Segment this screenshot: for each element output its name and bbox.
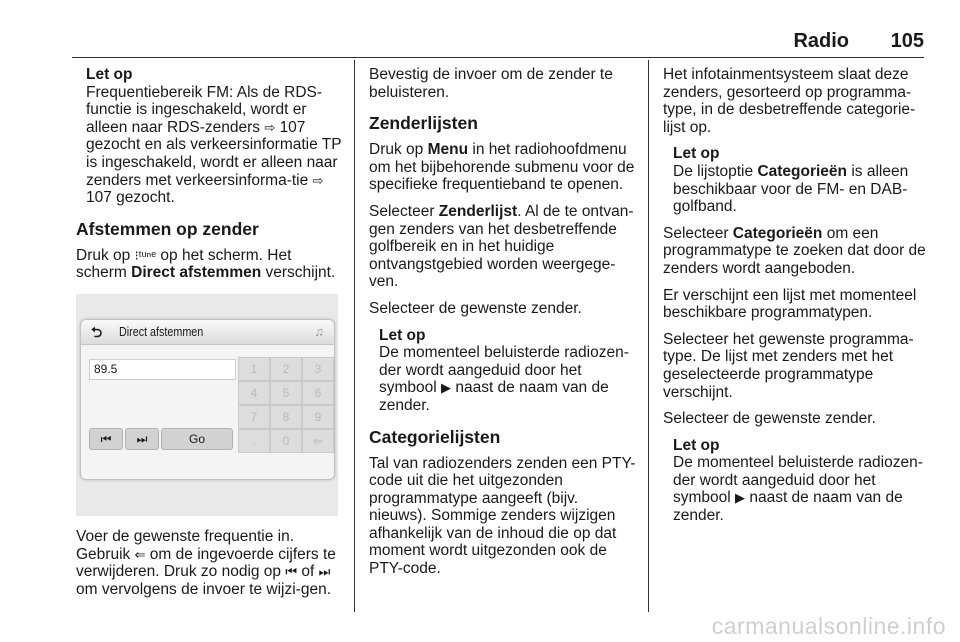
play-arrow-icon: ▶ [441,380,452,396]
running-title: Radio [793,30,849,52]
direct-tuning-screenshot [76,294,338,516]
keypad-key[interactable]: . [238,429,270,453]
note-title: Let op [673,436,720,454]
seek-back-button[interactable] [89,428,123,450]
back-icon[interactable]: ⮌ [91,323,103,340]
section-heading-station-lists: Zenderlijsten [369,113,478,134]
keypad-key[interactable]: 6 [302,381,334,405]
go-button[interactable]: Go [161,428,233,450]
keypad-key[interactable]: 5 [270,381,302,405]
column-divider-1 [354,60,355,612]
keypad-key[interactable]: 8 [270,405,302,429]
note-current-station: Let op De momenteel beluisterde radiozen-der wordt aangeduid door het symbool ▶ naast de naam van de zender. [379,327,637,415]
note-title: Let op [673,145,720,163]
keypad-key[interactable]: 2 [270,357,302,381]
paragraph: Het infotainmentsysteem slaat deze zenders, gesorteerd op programma-type, in de desbetreffende categorie-lijst op. [663,66,916,136]
column-1 [76,66,344,607]
backspace-key[interactable]: ⇐ [302,429,334,453]
paragraph: Selecteer de gewenste zender. [663,410,876,428]
screen-title-bar [81,320,334,345]
paragraph: Gebruik ⇐ om de ingevoerde cijfers te verwijderen. Druk zo nodig op ⏮ of ⏭ om vervolgens de invoer te wijzi-gen. [76,545,336,598]
note-categories-availability: Let op De lijstoptie Categorieën is alleen beschikbaar voor de FM- en DAB-golfband. [673,145,931,215]
page-ref-icon: ⇨ [312,172,324,188]
skip-back-icon: ⏮ [100,431,112,446]
skip-forward-icon: ⏭ [318,564,331,580]
keypad-key[interactable]: 9 [302,405,334,429]
column-divider-2 [648,60,649,612]
radio-screen [80,319,335,480]
music-note-icon: ♫ [314,323,324,339]
column-2 [369,66,637,587]
play-arrow-icon: ▶ [735,490,746,506]
keypad-key[interactable]: 1 [238,357,270,381]
note-title: Let op [379,326,426,344]
paragraph: Selecteer Categorieën om een programmatype te zoeken dat door de zenders wordt aangeboden. [663,224,926,277]
keypad-key[interactable]: 0 [270,429,302,453]
page-header [0,30,960,56]
column-3 [663,66,931,534]
header-rule [72,57,924,58]
paragraph: Druk op ⁝ᵗᵘⁿᵉ op het scherm. Het scherm Direct afstemmen verschijnt. [76,246,336,282]
paragraph: Bevestig de invoer om de zender te beluisteren. [369,66,613,101]
skip-forward-icon: ⏭ [136,431,148,446]
paragraph: Selecteer het gewenste programma-type. De lijst met zenders met het geselecteerde programmatype verschijnt. [663,330,914,401]
tune-icon: ⁝ᵗᵘⁿᵉ [134,247,157,263]
screen-title: Direct afstemmen [119,324,204,339]
seek-forward-button[interactable] [125,428,159,450]
note-title: Let op [86,66,133,83]
keypad-key[interactable]: 4 [238,381,270,405]
section-heading-category-lists: Categorielijsten [369,426,501,447]
keypad-key[interactable]: 7 [238,405,270,429]
note-frequency-range: Let op Frequentiebereik FM: Als de RDS-functie is ingeschakeld, wordt er alleen naar RDS-zenders ⇨ 107 gezocht en als verkeersinformatie TP is ingeschakeld, wordt er alleen naar zenders met verkeersinforma-tie ⇨ 107 gezocht. [86,66,344,207]
paragraph: Druk op Menu in het radiohoofdmenu om het bijbehorende submenu voor de specifieke frequentieband te openen. [369,141,635,194]
skip-back-icon: ⏮ [285,564,298,580]
paragraph: Er verschijnt een lijst met momenteel beschikbare programmatypen. [663,286,917,322]
frequency-input[interactable]: 89.5 [89,359,236,380]
page-ref-icon: ⇨ [264,119,276,135]
paragraph: Selecteer Zenderlijst. Al de te ontvan-gen zenders van het desbetreffende golfbereik en in het huidige ontvangstgebied worden weergege-ven. [369,202,634,291]
paragraph: Selecteer de gewenste zender. [369,299,582,317]
page-number: 105 [890,30,924,52]
keypad-key[interactable]: 3 [302,357,334,381]
paragraph: Tal van radiozenders zenden een PTY-code uit die het uitgezonden programmatype aangeeft (bijv. nieuws). Sommige zenders wijzigen afhankelijk van de inhoud die op dat moment wordt uitgezonden ook de PTY-code. [369,454,636,578]
paragraph: Voer de gewenste frequentie in. [76,527,295,545]
section-heading-tuning: Afstemmen op zender [76,218,259,239]
watermark: carmanualsonline.info [711,613,946,639]
backspace-icon: ⇐ [134,546,146,562]
note-current-station: Let op De momenteel beluisterde radiozen-der wordt aangeduid door het symbool ▶ naast de naam van de zender. [673,437,931,525]
